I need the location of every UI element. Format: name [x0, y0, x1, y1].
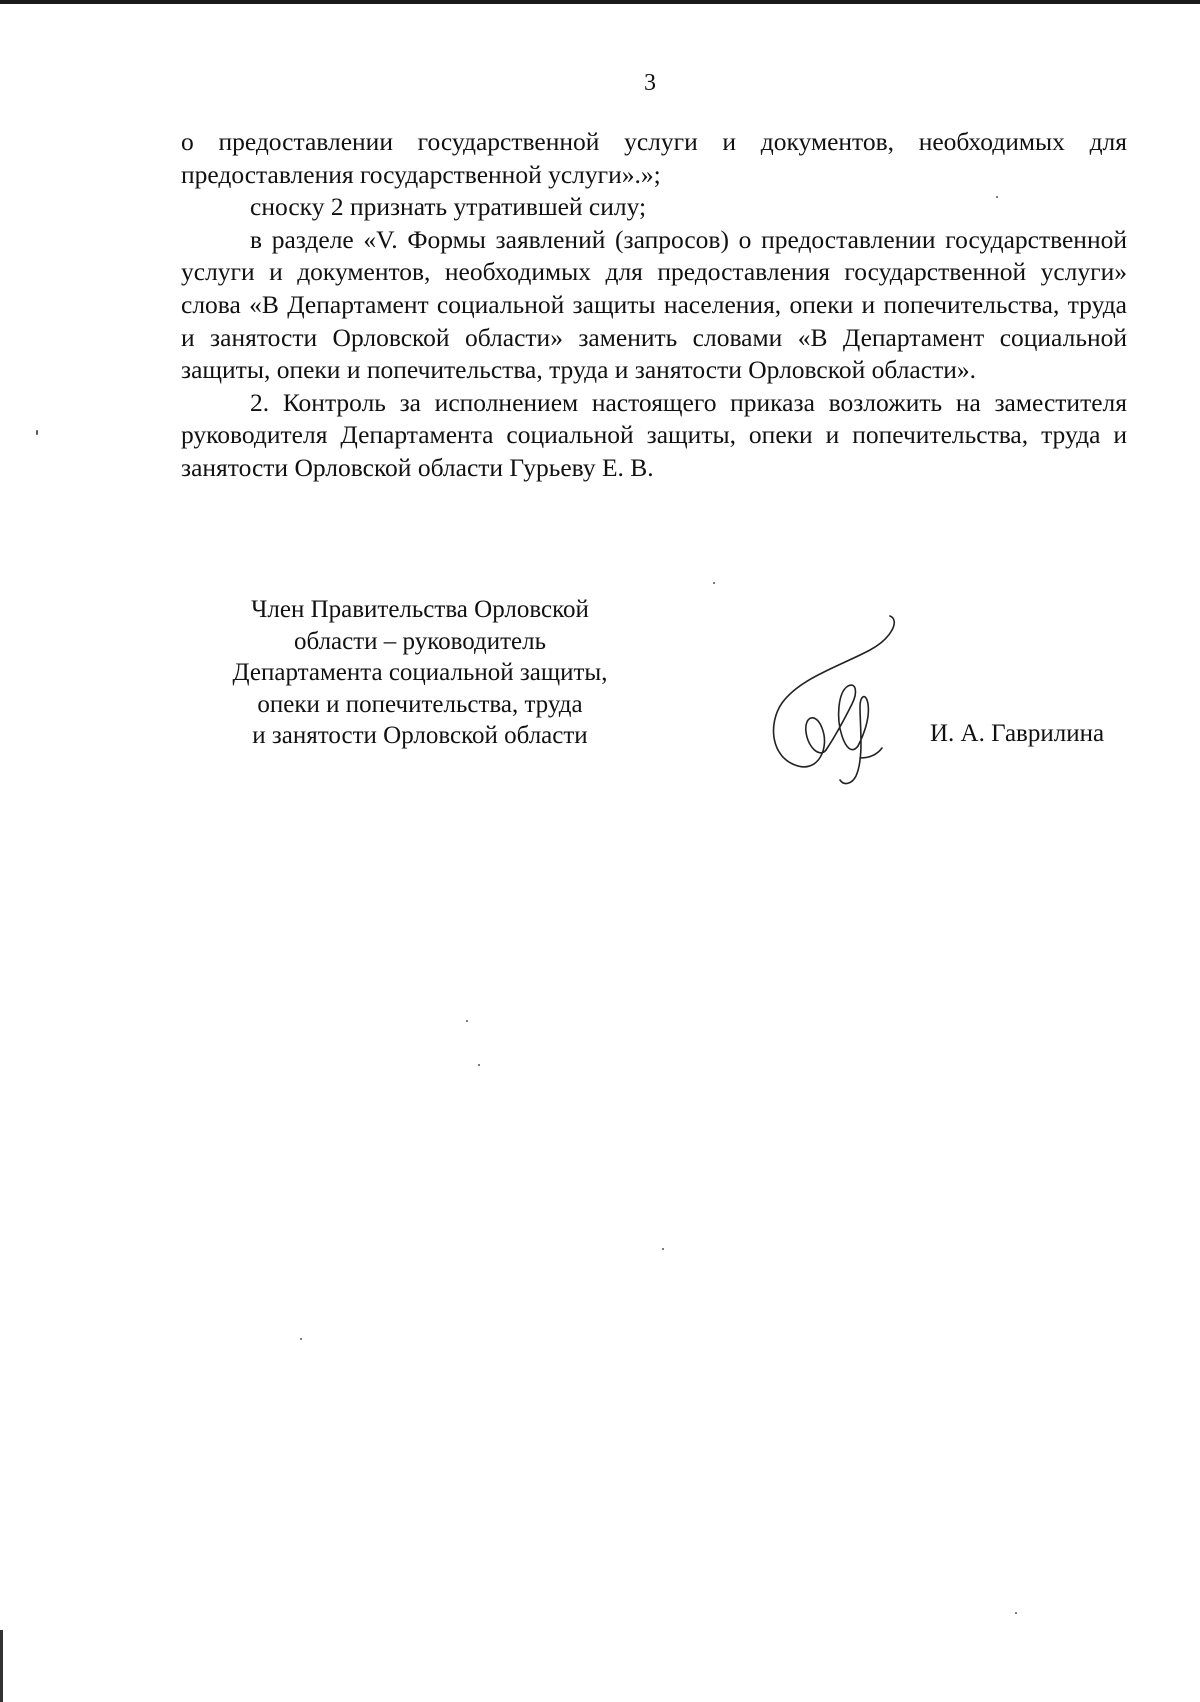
signatory-position-line: Департамента социальной защиты,	[232, 659, 608, 686]
scan-speck	[1015, 1612, 1017, 1614]
scan-speck	[996, 196, 998, 198]
paragraph-section-v-amendment: в разделе «V. Формы заявлений (запросов) о предоставлении государственной услуги и документов, необходимых для предоставления государственной услуги» слова «В Департамент социальной защиты населения, опеки и попечительства, труда и занятости Орловской области» заменить словами «В Департамент социальной защиты, опеки и попечительства, труда и занятости Орловской области».	[181, 224, 1127, 385]
signatory-position	[200, 594, 640, 752]
signatory-position-line: Член Правительства Орловской	[251, 596, 589, 623]
paragraph-control-clause: 2. Контроль за исполнением настоящего приказа возложить на заместителя руководителя Департамента социальной защиты, опеки и попечительства, труда и занятости Орловской области Гурьеву Е. В.	[181, 387, 1127, 482]
document-body	[181, 126, 1127, 485]
scan-speck	[662, 1248, 664, 1250]
scan-speck	[466, 1020, 468, 1022]
handwritten-signature	[760, 608, 920, 788]
signatory-name: И. А. Гаврилина	[930, 720, 1105, 747]
paragraph-footnote-removal: сноску 2 признать утратившей силу;	[250, 192, 647, 222]
scan-speck	[36, 430, 38, 435]
signatory-position-line: и занятости Орловской области	[252, 722, 588, 749]
signatory-position-line: области – руководитель	[293, 627, 547, 655]
scan-top-border	[0, 0, 1200, 4]
paragraph-continuation: о предоставлении государственной услуги и документов, необходимых для предоставления государственной услуги».»;	[181, 127, 1127, 189]
scan-left-edge-mark	[0, 1630, 3, 1702]
scan-speck	[300, 1338, 302, 1340]
page-number: 3	[644, 70, 656, 96]
scan-speck	[713, 582, 715, 584]
scan-speck	[478, 1064, 480, 1066]
signatory-position-line: опеки и попечительства, труда	[257, 690, 583, 718]
